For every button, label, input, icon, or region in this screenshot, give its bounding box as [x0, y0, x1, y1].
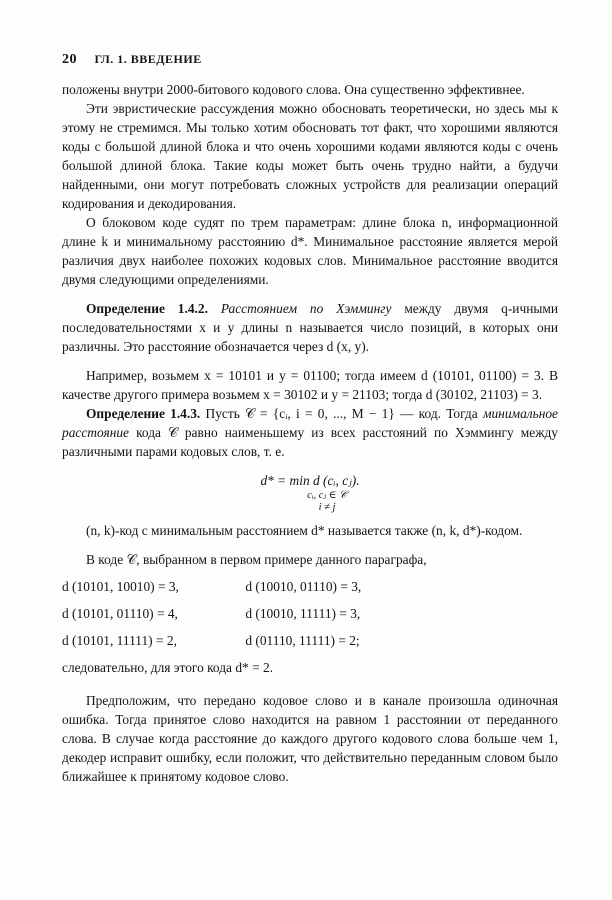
paragraph-single-error: Предположим, что передано кодовое слово и в канале произошла одиночная ошибка. Тогда принятое слово находится на равном 1 расстоянии от переданного слова. В случае когда расстояние до каждого другого кодового слова больше чем 1, декодер исправит ошибку, если положит, что действительно переданным словом было ближайшее к принятому кодовое слово.: [62, 693, 558, 784]
definition-label: Определение 1.4.3.: [86, 406, 201, 421]
paragraph-3: О блоковом коде судят по трем параметрам: длине блока n, информационной длине k и минимальному расстоянию d*. Минимальное расстояние является мерой различия двух наиболее похожих кодовых слов. Минимальное расстояние вводится двумя следующими определениями.: [62, 215, 558, 287]
chapter-title: ГЛ. 1. ВВЕДЕНИЕ: [94, 52, 202, 66]
definition-1-4-3: [62, 404, 558, 461]
definition-term: Расстоянием по Хэммингу: [220, 301, 392, 316]
distance-value: d (10010, 01110) = 3,: [245, 579, 362, 594]
paragraph-conclusion: следовательно, для этого кода d* = 2.: [62, 660, 274, 675]
distance-value: d (10101, 01110) = 4,: [62, 606, 178, 621]
distance-row: [62, 573, 558, 600]
distance-value: d (01110, 11111) = 2;: [245, 633, 360, 648]
definition-term: минимальное расстояние: [62, 406, 558, 440]
paragraph-example-code: В коде 𝒞, выбранном в первом примере данного параграфа,: [86, 552, 427, 567]
min-distance-formula: [62, 471, 558, 515]
distance-row: [62, 627, 558, 654]
definition-intro: Пусть 𝒞 = {cᵢ, i = 0, ..., M − 1} — код. Тогда: [205, 406, 478, 421]
formula-main: d* = min d (cᵢ, cⱼ).: [260, 473, 360, 488]
paragraph-example: Например, возьмем x = 10101 и y = 01100; тогда имеем d (10101, 01100) = 3. В качестве другого примера возьмем x = 30102 и y = 21103; тогда d (30102, 21103) = 3.: [62, 368, 558, 402]
distance-value: d (10010, 11111) = 3,: [245, 606, 361, 621]
distance-row: [62, 600, 558, 627]
definition-text: кода 𝒞 равно наименьшему из всех расстояний по Хэммингу между различными парами кодовых слов, т. е.: [62, 425, 558, 459]
definition-1-4-2: [62, 299, 558, 356]
page-number: 20: [62, 52, 77, 67]
distance-table: [62, 573, 558, 654]
definition-text: между двумя q-ичными последовательностями x и y длины n называется число позиций, в которых они различны. Это расстояние обозначается через d (x, y).: [62, 301, 559, 354]
distance-value: d (10101, 11111) = 2,: [62, 633, 177, 648]
running-head: [62, 50, 202, 69]
paragraph-1: положены внутри 2000-битового кодового слова. Она существенно эффективнее.: [62, 82, 525, 97]
body-text: [62, 80, 558, 786]
distance-value: d (10101, 10010) = 3,: [62, 579, 179, 594]
formula-subscript: cᵢ, cⱼ ∈ 𝒞 i ≠ j: [307, 490, 347, 513]
paragraph-nk-code: (n, k)-код с минимальным расстоянием d* называется также (n, k, d*)-кодом.: [86, 523, 523, 538]
paragraph-2: Эти эвристические рассуждения можно обосновать теоретически, но здесь мы к этому не стремимся. Мы только хотим обосновать тот факт, что хорошими являются коды с большой длиной блока и что очень хорошими кодами являются коды с очень большой длиной блока. Такие коды может быть очень трудно найти, а будучи найденными, они могут потребовать сложных устройств для реализации операций кодирования и декодирования.: [62, 101, 558, 211]
definition-label: Определение 1.4.2.: [86, 301, 208, 316]
